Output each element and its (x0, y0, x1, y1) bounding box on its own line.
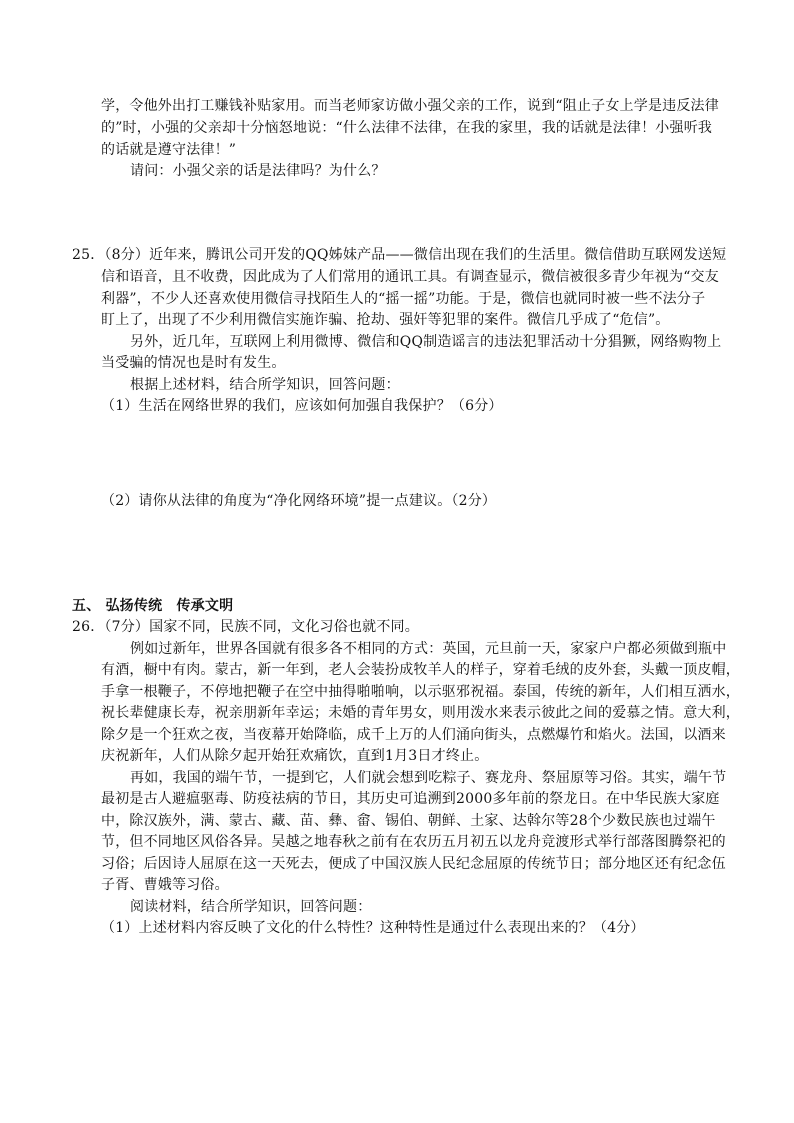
q26-line-6: 除夕是一个狂欢之夜，当夜幕开始降临，成千上万的人们涌向街头，点燃爆竹和焰火。法国，以酒来 (101, 727, 726, 743)
continuation-line-3: 的话就是遵守法律！” (101, 142, 237, 158)
q26-line-3: 有酒，橱中有肉。蒙古，新一年到，老人会装扮成牧羊人的样子，穿着毛绒的皮外套，头戴一顶皮帽， (101, 662, 740, 678)
q26-line-10: 中，除汉族外，满、蒙古、藏、苗、彝、畲、锡伯、朝鲜、土家、达斡尔等28个少数民族也过端午 (101, 813, 716, 829)
q26-sub-question-1: （1）上述材料内容反映了文化的什么特性？这种特性是通过什么表现出来的？（4分） (101, 920, 645, 936)
section-5-heading: 五、 弘扬传统 传承文明 (72, 598, 234, 614)
continuation-line-1: 学，令他外出打工赚钱补贴家用。而当老师家访做小强父亲的工作，说到“阻止子女上学是违反法律 (101, 98, 719, 114)
q25-line-3: 利器”，不少人还喜欢使用微信寻找陌生人的“摇一摇”功能。于是，微信也就同时被一些不法分子 (101, 291, 706, 307)
continuation-question: 请问：小强父亲的话是法律吗？为什么？ (130, 163, 386, 179)
q26-line-12: 习俗；后因诗人屈原在这一天死去，便成了中国汉族人民纪念屈原的传统节日；部分地区还有纪念伍 (101, 856, 726, 872)
q26-line-9: 最初是古人避瘟驱毒、防疫祛病的节日，其历史可追溯到2000多年前的祭龙日。在中华民族大家庭 (101, 791, 720, 807)
q26-line-4: 手拿一根鞭子，不停地把鞭子在空中抽得啪啪响，以示驱邪祝福。泰国，传统的新年，人们相互洒水， (101, 684, 740, 700)
q26-line-13: 子胥、曹娥等习俗。 (101, 877, 229, 893)
q26-line-14: 阅读材料，结合所学知识，回答问题： (130, 899, 372, 915)
q25-line-2: 信和语音，且不收费，因此成为了人们常用的通讯工具。有调查显示，微信被很多青少年视为“交友 (101, 269, 719, 285)
q26-line-7: 庆祝新年，人们从除夕起开始狂欢痛饮，直到1月3日才终止。 (101, 748, 489, 764)
q25-line-5: 另外，近几年，互联网上利用微博、微信和QQ制造谣言的违法犯罪活动十分猖獗，网络购物上 (130, 334, 722, 350)
q26-line-1: 26．（7分）国家不同，民族不同，文化习俗也就不同。 (72, 619, 419, 635)
q26-line-5: 祝长辈健康长寿，祝亲朋新年幸运；未婚的青年男女，则用泼水来表示彼此之间的爱慕之情。意大利， (101, 705, 740, 721)
q26-line-2: 例如过新年，世界各国就有很多各不相同的方式：英国，元旦前一天，家家户户都必须做到瓶中 (130, 641, 727, 657)
q25-line-4: 盯上了，出现了不少利用微信实施诈骗、抢劫、强奸等犯罪的案件。微信几乎成了“危信”。 (101, 312, 670, 328)
q25-sub-question-1: （1）生活在网络世界的我们，应该如何加强自我保护？（6分） (101, 398, 503, 414)
q26-line-8: 再如，我国的端午节，一提到它，人们就会想到吃粽子、赛龙舟、祭屈原等习俗。其实，端午节 (130, 770, 727, 786)
q26-line-11: 节，但不同地区风俗各异。吴越之地春秋之前有在农历五月初五以龙舟竞渡形式举行部落图腾祭祀的 (101, 834, 726, 850)
q25-line-6: 当受骗的情况也是时有发生。 (101, 355, 286, 371)
continuation-line-2: 的”时，小强的父亲却十分恼怒地说：“什么法律不法律，在我的家里，我的话就是法律！小强听我 (101, 120, 713, 136)
q25-sub-question-2: （2）请你从法律的角度为“净化网络环境”提一点建议。（2分） (101, 493, 497, 509)
q25-line-1: 25．（8分）近年来，腾讯公司开发的QQ姊妹产品——微信出现在我们的生活里。微信借助互联网发送短 (72, 247, 727, 263)
q25-line-7: 根据上述材料，结合所学知识，回答问题： (130, 377, 400, 393)
